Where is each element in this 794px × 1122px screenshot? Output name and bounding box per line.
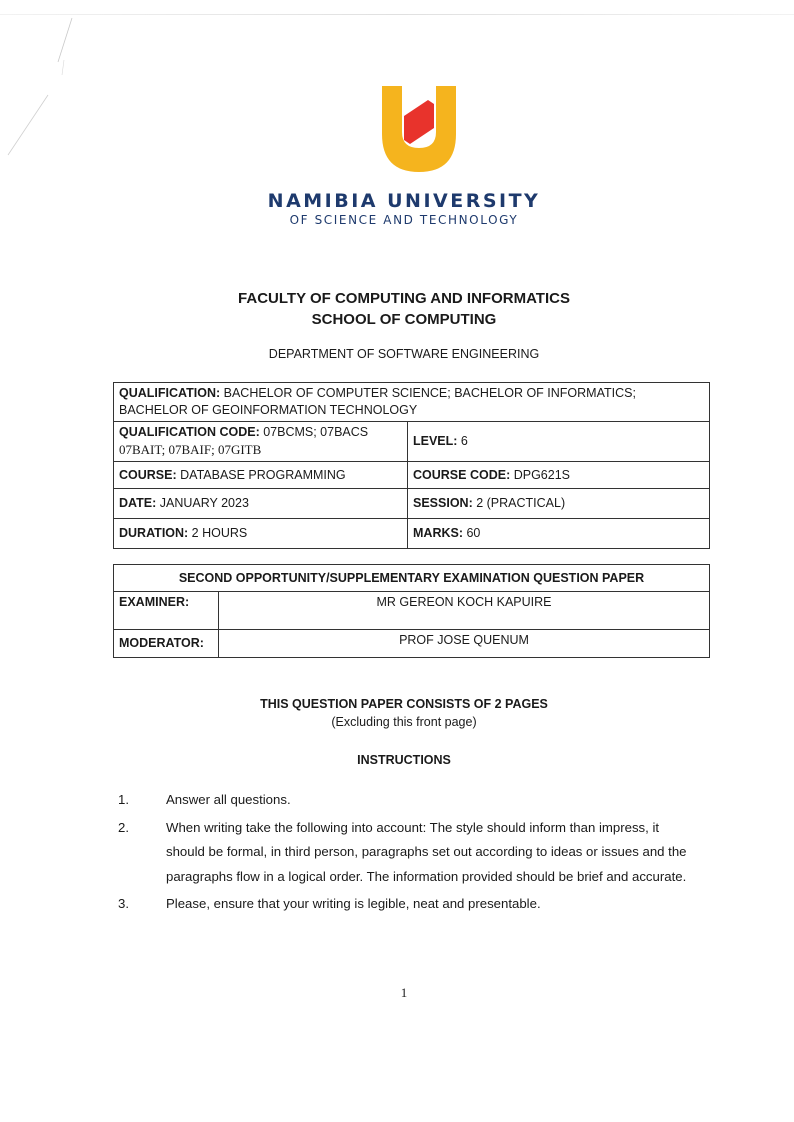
instructions-heading: INSTRUCTIONS <box>357 753 451 767</box>
instruction-number: 2. <box>118 819 129 835</box>
qualification-code-row <box>114 422 710 462</box>
qualification-label: QUALIFICATION: <box>119 386 221 400</box>
duration-row <box>114 519 710 549</box>
page-number: 1 <box>400 985 408 1000</box>
exam-details-table <box>113 382 710 549</box>
page-count-note: (Excluding this front page) <box>331 715 477 729</box>
level-label: LEVEL: <box>413 434 458 448</box>
university-logo-emblem <box>376 86 462 176</box>
marks-cell <box>408 519 710 549</box>
moderator-name: PROF JOSE QUENUM <box>219 630 710 658</box>
course-code-label: COURSE CODE: <box>413 467 511 482</box>
session-cell <box>408 489 710 519</box>
qualification-row <box>114 383 710 422</box>
course-row <box>114 462 710 489</box>
duration-cell <box>114 519 408 549</box>
scan-artifact-lines <box>0 0 140 200</box>
duration-label: DURATION: <box>119 526 189 540</box>
level-value: 6 <box>457 434 468 448</box>
session-label: SESSION: <box>413 496 473 510</box>
session-value: 2 (PRACTICAL) <box>472 496 566 510</box>
date-value: JANUARY 2023 <box>156 496 249 510</box>
course-cell <box>114 462 408 489</box>
date-label: DATE: <box>119 496 157 510</box>
university-subtitle: OF SCIENCE AND TECHNOLOGY <box>289 213 519 227</box>
examiner-row <box>114 592 710 630</box>
marks-label: MARKS: <box>413 526 463 540</box>
qualification-code-label: QUALIFICATION CODE: <box>119 425 260 439</box>
examiners-table <box>113 564 710 658</box>
qualification-value: BACHELOR OF COMPUTER SCIENCE; BACHELOR OF INFORMATICS; BACHELOR OF GEOINFORMATION TECHNOLOGY <box>119 386 636 417</box>
course-code-value: DPG621S <box>510 467 570 482</box>
course-label: COURSE: <box>119 467 177 482</box>
department-name: DEPARTMENT OF SOFTWARE ENGINEERING <box>268 347 540 361</box>
instruction-number: 1. <box>118 792 129 807</box>
instruction-item <box>118 892 698 917</box>
qualification-code-value-line2: 07BAIT; 07BAIF; 07GITB <box>119 442 262 457</box>
exam-type-row <box>114 565 710 592</box>
exam-type-heading: SECOND OPPORTUNITY/SUPPLEMENTARY EXAMINATION QUESTION PAPER <box>114 565 710 592</box>
faculty-name: FACULTY OF COMPUTING AND INFORMATICS <box>238 290 570 307</box>
faculty-heading <box>0 288 794 330</box>
instruction-text: When writing take the following into account: The style should inform than impress, it should be formal, in third person, paragraphs set out according to ideas or issues and the paragraphs flow in a logical order. The information provided should be brief and accurate. <box>166 819 687 884</box>
qualification-cell <box>114 383 710 422</box>
examiner-name: MR GEREON KOCH KAPUIRE <box>219 592 710 630</box>
instructions-list <box>118 788 698 920</box>
level-cell <box>408 422 710 462</box>
course-value: DATABASE PROGRAMMING <box>176 467 346 482</box>
instruction-item <box>118 816 698 890</box>
instruction-item <box>118 788 698 813</box>
qualification-code-value: 07BCMS; 07BACS <box>259 425 369 439</box>
course-code-cell <box>408 462 710 489</box>
marks-value: 60 <box>463 526 481 540</box>
instruction-text: Answer all questions. <box>166 792 291 807</box>
page-count-notice: THIS QUESTION PAPER CONSISTS OF 2 PAGES <box>260 697 548 711</box>
qualification-code-cell <box>114 422 408 462</box>
examiner-label: EXAMINER: <box>114 592 219 630</box>
school-name: SCHOOL OF COMPUTING <box>311 311 497 328</box>
date-row <box>114 489 710 519</box>
instruction-number: 3. <box>118 896 129 911</box>
instruction-text: Please, ensure that your writing is legible, neat and presentable. <box>166 896 541 911</box>
moderator-row <box>114 630 710 658</box>
duration-value: 2 HOURS <box>188 526 248 540</box>
university-name: NAMIBIA UNIVERSITY <box>267 190 541 212</box>
date-cell <box>114 489 408 519</box>
moderator-label: MODERATOR: <box>114 630 219 658</box>
